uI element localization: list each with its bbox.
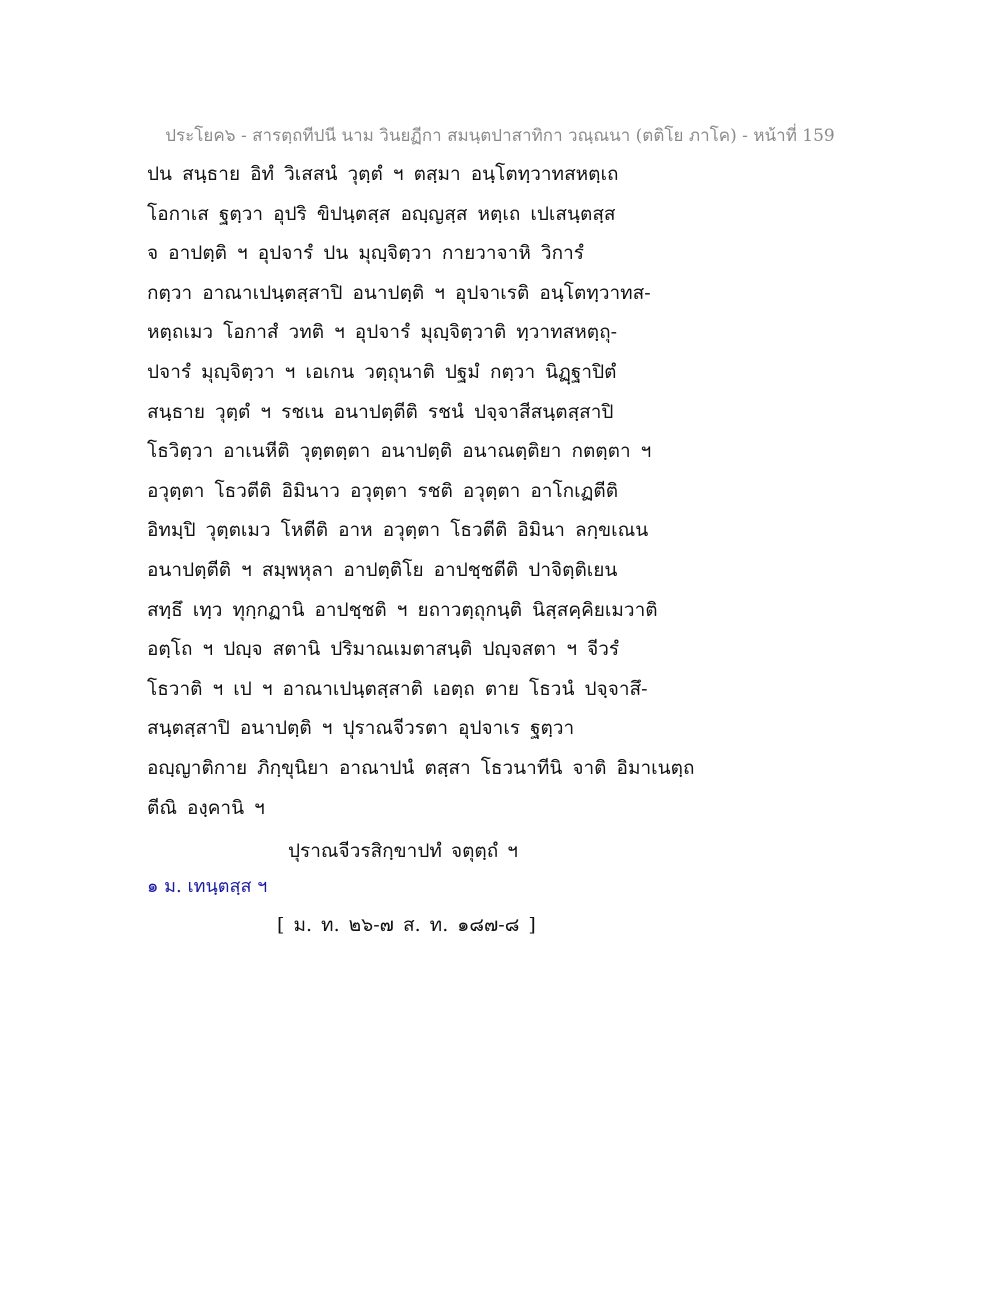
body-line: หตฺถเมว โอกาสํ วทติ ฯ อุปจารํ มุญฺจิตฺวาติ ทฺวาทสหตฺถุ-: [147, 321, 617, 344]
body-line: ปน สนฺธาย อิทํ วิเสสนํ วุตฺตํ ฯ ตสฺมา อนฺโตทฺวาทสหตฺเถ: [147, 163, 619, 185]
body-line: กตฺวา อาณาเปนฺตสฺสาปิ อนาปตฺติ ฯ อุปจาเรติ อนฺโตทฺวาทส-: [147, 281, 651, 304]
footnote: ๑ ม. เทนฺตสฺส ฯ: [147, 876, 268, 897]
body-line: อวุตฺตา โธวตีติ อิมินาว อวุตฺตา รชติ อวุตฺตา อาโกเฏตีติ: [147, 479, 619, 502]
body-line: อตฺโถ ฯ ปญฺจ สตานิ ปริมาณเมตาสนฺติ ปญฺจสตา ฯ จีวรํ: [147, 638, 620, 661]
body-line: อิทมฺปิ วุตฺตเมว โหตีติ อาห อวุตฺตา โธวตีติ อิมินา ลกฺขเณน: [147, 519, 649, 542]
body-line: สนฺตสฺสาปิ อนาปตฺติ ฯ ปุราณจีวรตา อุปจาเร ฐตฺวา: [147, 717, 575, 740]
body-text: [147, 155, 707, 828]
page-header: ประโยค๖ - สารตฺถทีปนี นาม วินยฏีกา สมนฺตปาสาทิกา วณฺณนา (ตติโย ภาโค) - หน้าที่ 159: [165, 126, 835, 146]
body-line: จ อาปตฺติ ฯ อุปจารํ ปน มุญฺจิตฺวา กายวาจาหิ วิการํ: [147, 242, 584, 265]
page-reference: [ ม. ท. ๒๖-๗ ส. ท. ๑๘๗-๘ ]: [277, 914, 536, 936]
body-line: อญฺญาติกาย ภิกฺขุนิยา อาณาปนํ ตสฺสา โธวนาทีนิ จาติ อิมาเนตฺถ: [147, 756, 695, 779]
body-line: สทฺธึ เทฺว ทุกฺกฏานิ อาปชฺชติ ฯ ยถาวตฺถุกนฺติ นิสฺสคฺคิยเมวาติ: [147, 598, 658, 621]
body-line: โอกาเส ฐตฺวา อุปริ ขิปนฺตสฺส อญฺญสฺส หตฺเถ เปเสนฺตสฺส: [147, 202, 616, 225]
body-line: โธวาติ ฯ เป ฯ อาณาเปนฺตสฺสาติ เอตฺถ ตาย โธวนํ ปจฺจาสึ-: [147, 677, 648, 700]
section-end-title: ปุราณจีวรสิกฺขาปทํ จตุตฺถํ ฯ: [288, 840, 518, 862]
body-line: ตีณิ องฺคานิ ฯ: [147, 796, 265, 819]
body-line: โธวิตฺวา อาเนหีติ วุตฺตตฺตา อนาปตฺติ อนาณตฺติยา กตตฺตา ฯ: [147, 440, 652, 463]
body-line: สนฺธาย วุตฺตํ ฯ รชเน อนาปตฺตีติ รชนํ ปจฺจาสีสนฺตสฺสาปิ: [147, 400, 614, 423]
body-line: อนาปตฺตีติ ฯ สมฺพหุลา อาปตฺติโย อาปชฺชตีติ ปาจิตฺติเยน: [147, 558, 618, 581]
body-line: ปจารํ มุญฺจิตฺวา ฯ เอเกน วตฺถุนาติ ปฐมํ กตฺวา นิฏฺฐาปิตํ: [147, 360, 617, 383]
